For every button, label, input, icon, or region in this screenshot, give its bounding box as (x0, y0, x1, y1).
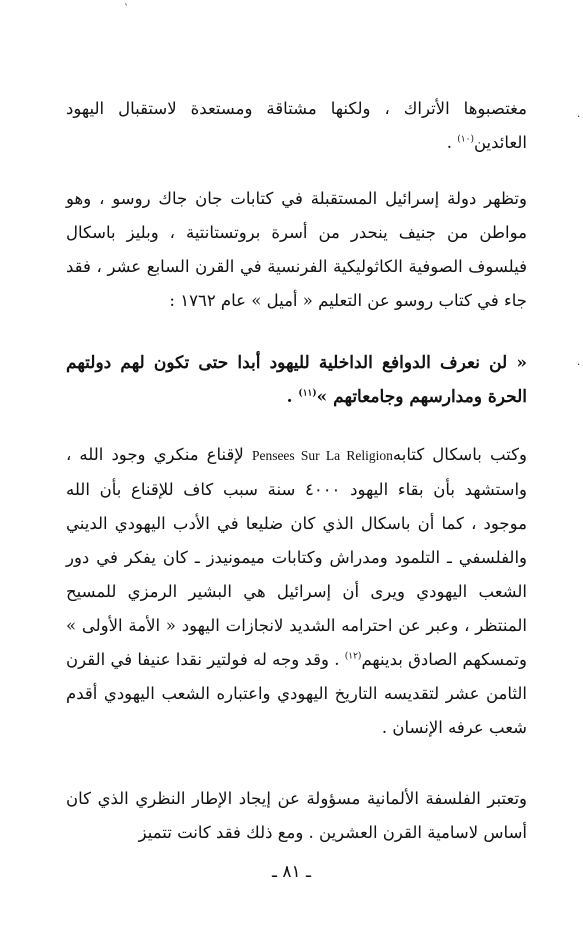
scan-mark-edge: · (577, 112, 581, 123)
paragraph-4 (66, 438, 527, 745)
page-number: ـ ٨١ ـ (271, 862, 312, 882)
paragraph-text: وتظهر دولة إسرائيل المستقبلة في كتابات جان جاك روسو ، وهو مواطن من جنيف ينحدر من أسرة بروتستانتية ، وبليز باسكال فيلسوف الصوفية الكاثوليكية الفرنسية في القرن السابع عشر ، فقد جاء في كتاب روسو عن التعليم « أميل » عام ١٧٦٢ : (66, 189, 527, 310)
footnote-marker: (١١) (298, 388, 317, 399)
book-title-latin: Pensees Sur La Religion (251, 448, 393, 463)
paragraph-text: وكتب باسكال كتابه (392, 445, 527, 464)
paragraph-5 (66, 782, 527, 850)
paragraph-1 (66, 92, 527, 160)
paragraph-end: . (286, 387, 299, 407)
paragraph-text: لإقناع منكري وجود الله ، واستشهد بأن بقاء اليهود ٤٠٠٠ سنة سبب كاف للإقناع بأن الله موجود ، كما أن باسكال الذي كان ضليعا في الأدب اليهودي الديني والفلسفي ـ التلمود ومدراش وكتابات ميمونيدز ـ كان يفكر في دور الشعب اليهودي ويرى أن إسرائيل هي البشير الرمزي للمسيح المنتظر ، وعبر عن احترامه الشديد لانجازات اليهود « الأمة الأولى » وتمسكهم الصادق بدينهم (66, 445, 527, 669)
scan-mark-edge: · (577, 360, 581, 371)
quotation (66, 346, 527, 414)
paragraph-text: مغتصبوها الأتراك ، ولكنها مشتاقة ومستعدة لاستقبال اليهود العائدين (66, 99, 527, 152)
paragraph-text: وتعتبر الفلسفة الألمانية مسؤولة عن إيجاد الإطار النظري الذي كان أساس لاسامية القرن العشرين . ومع ذلك فقد كانت تتميز (66, 789, 527, 842)
scan-mark-top: ˋ (124, 4, 129, 15)
paragraph-2 (66, 182, 527, 318)
quotation-text: « لن نعرف الدوافع الداخلية لليهود أبدا حتى تكون لهم دولتهم الحرة ومدارسهم وجامعاتهم » (66, 353, 527, 407)
paragraph-end: . (446, 133, 458, 152)
footnote-marker: (١٠) (457, 134, 474, 145)
footnote-marker: (١٢) (344, 651, 362, 662)
paragraph-text: . وقد وجه له فولتير نقدا عنيفا في القرن الثامن عشر لتقديسه التاريخ اليهودي واعتباره الشعب اليهودي أقدم شعب عرفه الإنسان . (66, 650, 527, 737)
